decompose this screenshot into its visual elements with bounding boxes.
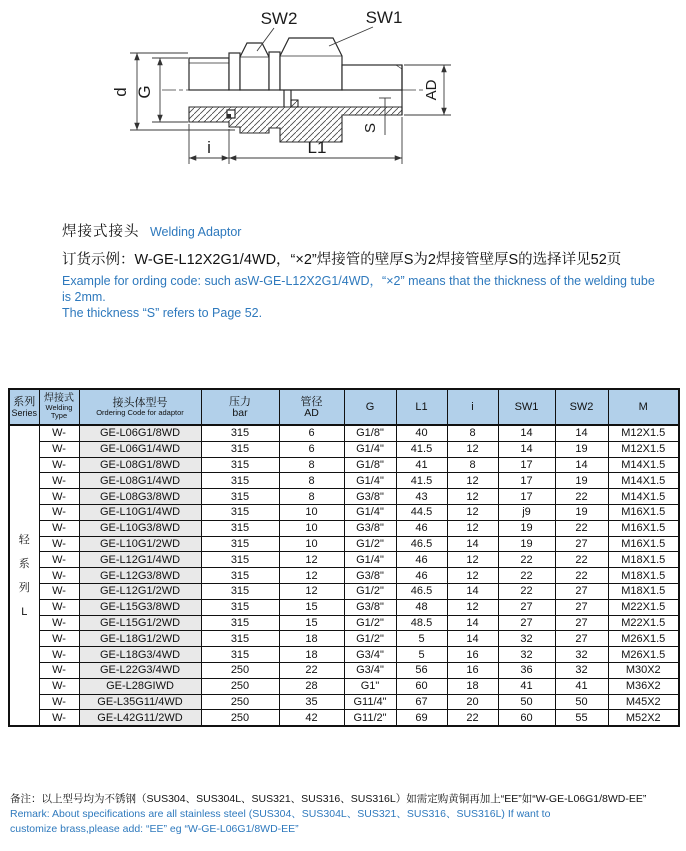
header-welding-en2: Type — [50, 411, 68, 420]
table-row — [9, 520, 679, 536]
table-cell: 27 — [555, 583, 608, 599]
table-cell: 27 — [555, 536, 608, 552]
dim-label-l1: L1 — [307, 138, 327, 157]
table-cell: G3/8" — [344, 520, 396, 536]
table-cell: GE-L10G1/2WD — [79, 536, 201, 552]
table-cell: 315 — [201, 441, 279, 457]
table-cell: 5 — [396, 631, 447, 647]
table-cell: 10 — [279, 504, 344, 520]
table-cell: GE-L35G11/4WD — [79, 694, 201, 710]
order-example-english — [62, 273, 662, 321]
table-cell: 46 — [396, 552, 447, 568]
table-cell: 14 — [447, 615, 498, 631]
table-cell: 46.5 — [396, 536, 447, 552]
header-g-label: G — [365, 401, 375, 413]
table-cell: W- — [39, 552, 79, 568]
table-cell: M16X1.5 — [608, 536, 679, 552]
table-cell: W- — [39, 583, 79, 599]
table-cell: W- — [39, 473, 79, 489]
spec-table-body — [9, 425, 679, 726]
remark-english-line2: customize brass,please add: “EE” eg “W-GE-L06G1/8WD-EE” — [10, 823, 299, 835]
title-chinese: 焊接式接头 — [62, 224, 140, 240]
table-row — [9, 599, 679, 615]
table-cell: 15 — [279, 615, 344, 631]
dim-label-ad: AD — [423, 79, 440, 101]
table-cell: 315 — [201, 425, 279, 441]
table-cell: 41 — [396, 457, 447, 473]
table-cell: 12 — [447, 473, 498, 489]
table-cell: 14 — [447, 583, 498, 599]
table-row — [9, 631, 679, 647]
table-cell: GE-L22G3/4WD — [79, 662, 201, 678]
table-cell: G3/8" — [344, 489, 396, 505]
table-cell: 6 — [279, 441, 344, 457]
title-english: Welding Adaptor — [149, 225, 242, 239]
table-cell: GE-L28GIWD — [79, 678, 201, 694]
table-cell: 50 — [555, 694, 608, 710]
header-series-en: Series — [11, 408, 37, 418]
table-cell: 22 — [498, 583, 555, 599]
table-cell: G1" — [344, 678, 396, 694]
remark-english-line1: Remark: About specifications are all stainless steel (SUS304、SUS304L、SUS321、SUS316、SUS316L) If want to — [10, 808, 551, 820]
table-cell: M45X2 — [608, 694, 679, 710]
col-header-code — [79, 389, 201, 425]
table-cell: M16X1.5 — [608, 504, 679, 520]
dim-label-sw1: SW1 — [365, 8, 403, 27]
table-cell: 20 — [447, 694, 498, 710]
table-cell: GE-L12G1/2WD — [79, 583, 201, 599]
table-cell: 42 — [279, 710, 344, 726]
table-cell: 27 — [555, 631, 608, 647]
table-cell: 315 — [201, 552, 279, 568]
table-cell: 315 — [201, 568, 279, 584]
dim-label-sw2: SW2 — [260, 9, 298, 28]
table-row — [9, 489, 679, 505]
table-cell: GE-L15G3/8WD — [79, 599, 201, 615]
table-cell: M18X1.5 — [608, 568, 679, 584]
dim-label-g: G — [135, 85, 154, 99]
header-welding-en1: Welding — [45, 403, 73, 412]
col-header-sw2 — [555, 389, 608, 425]
table-row — [9, 552, 679, 568]
table-cell: W- — [39, 536, 79, 552]
table-cell: W- — [39, 520, 79, 536]
table-cell: 12 — [279, 568, 344, 584]
table-cell: GE-L18G3/4WD — [79, 647, 201, 663]
table-cell: 14 — [555, 425, 608, 441]
table-cell: 40 — [396, 425, 447, 441]
table-row — [9, 678, 679, 694]
welding-tube-end — [342, 65, 402, 90]
table-cell: 46.5 — [396, 583, 447, 599]
table-cell: 22 — [555, 552, 608, 568]
table-cell: M12X1.5 — [608, 441, 679, 457]
table-cell: M18X1.5 — [608, 583, 679, 599]
table-cell: GE-L42G11/2WD — [79, 710, 201, 726]
table-cell: M22X1.5 — [608, 615, 679, 631]
table-cell: 60 — [396, 678, 447, 694]
table-cell: G1/8" — [344, 457, 396, 473]
table-cell: W- — [39, 615, 79, 631]
table-cell: M22X1.5 — [608, 599, 679, 615]
table-row — [9, 694, 679, 710]
table-cell: W- — [39, 489, 79, 505]
table-cell: W- — [39, 710, 79, 726]
table-cell: G3/4" — [344, 647, 396, 663]
table-cell: 41 — [555, 678, 608, 694]
table-cell: 315 — [201, 520, 279, 536]
remark-chinese: 备注：以上型号均为不锈钢（SUS304、SUS304L、SUS321、SUS316、SUS316L）如需定购黄铜再加上“EE”如“W-GE-L06G1/8WD-EE” — [10, 793, 647, 805]
table-row — [9, 425, 679, 441]
table-cell: M52X2 — [608, 710, 679, 726]
table-cell: 250 — [201, 710, 279, 726]
table-cell: 41.5 — [396, 473, 447, 489]
table-cell: W- — [39, 694, 79, 710]
table-cell: 315 — [201, 504, 279, 520]
order-example-english-line1: Example for ording code: such asW-GE-L12X2G1/4WD，“×2” means that the thickness of the welding tube is 2mm. — [62, 274, 655, 304]
header-sw2-label: SW2 — [569, 401, 594, 413]
col-header-g — [344, 389, 396, 425]
table-cell: 32 — [498, 631, 555, 647]
dim-label-s: S — [362, 122, 379, 134]
table-cell: 55 — [555, 710, 608, 726]
table-cell: GE-L10G1/4WD — [79, 504, 201, 520]
table-cell: W- — [39, 441, 79, 457]
header-series-zh: 系列 — [13, 396, 36, 408]
table-cell: 6 — [279, 425, 344, 441]
table-cell: M14X1.5 — [608, 489, 679, 505]
table-cell: 56 — [396, 662, 447, 678]
table-cell: G1/8" — [344, 425, 396, 441]
table-row — [9, 504, 679, 520]
table-cell: G1/2" — [344, 631, 396, 647]
table-cell: j9 — [498, 504, 555, 520]
header-code-en: Ordering Code for adaptor — [96, 408, 184, 417]
table-cell: W- — [39, 425, 79, 441]
leader-line-sw1 — [329, 27, 373, 46]
header-l1-label: L1 — [415, 401, 428, 413]
table-cell: 315 — [201, 615, 279, 631]
table-cell: M14X1.5 — [608, 457, 679, 473]
table-cell: 14 — [447, 631, 498, 647]
col-header-pressure — [201, 389, 279, 425]
dim-label-i: i — [207, 138, 211, 157]
table-cell: 18 — [279, 647, 344, 663]
table-cell: 48.5 — [396, 615, 447, 631]
header-sw1-label: SW1 — [514, 401, 539, 413]
technical-drawing — [92, 0, 512, 175]
table-cell: 15 — [279, 599, 344, 615]
table-cell: 14 — [447, 536, 498, 552]
table-cell: 36 — [498, 662, 555, 678]
table-cell: GE-L08G1/8WD — [79, 457, 201, 473]
table-cell: W- — [39, 678, 79, 694]
table-cell: 46 — [396, 520, 447, 536]
table-cell: W- — [39, 504, 79, 520]
table-cell: 8 — [447, 457, 498, 473]
table-cell: 16 — [447, 662, 498, 678]
col-header-series — [9, 389, 39, 425]
dim-label-d: d — [111, 87, 130, 97]
table-row — [9, 441, 679, 457]
table-cell: M30X2 — [608, 662, 679, 678]
table-cell: 22 — [498, 552, 555, 568]
table-cell: 27 — [555, 599, 608, 615]
table-cell: G1/4" — [344, 473, 396, 489]
table-row — [9, 536, 679, 552]
table-cell: 22 — [555, 489, 608, 505]
table-cell: 17 — [498, 489, 555, 505]
col-header-l1 — [396, 389, 447, 425]
table-cell: 22 — [498, 568, 555, 584]
table-cell: G11/4" — [344, 694, 396, 710]
table-row — [9, 615, 679, 631]
table-cell: GE-L06G1/8WD — [79, 425, 201, 441]
table-cell: 32 — [498, 647, 555, 663]
table-cell: 18 — [447, 678, 498, 694]
table-cell: G1/4" — [344, 504, 396, 520]
table-cell: 22 — [279, 662, 344, 678]
table-row — [9, 662, 679, 678]
section-title — [62, 220, 662, 241]
table-cell: G1/2" — [344, 583, 396, 599]
table-cell: W- — [39, 631, 79, 647]
table-cell: 17 — [498, 473, 555, 489]
table-cell: 12 — [447, 441, 498, 457]
table-cell: M36X2 — [608, 678, 679, 694]
table-cell: 12 — [447, 489, 498, 505]
table-row — [9, 457, 679, 473]
col-header-m — [608, 389, 679, 425]
leader-line-sw2 — [257, 28, 274, 51]
table-cell: 35 — [279, 694, 344, 710]
table-row — [9, 473, 679, 489]
table-cell: 250 — [201, 662, 279, 678]
col-header-sw1 — [498, 389, 555, 425]
table-cell: 14 — [498, 441, 555, 457]
order-example-english-line2: The thickness “S” refers to Page 52. — [62, 306, 263, 320]
header-i-label: i — [471, 401, 474, 413]
table-cell: G1/2" — [344, 615, 396, 631]
header-diameter-zh: 管径 — [300, 395, 323, 408]
table-cell: 8 — [279, 489, 344, 505]
table-row — [9, 568, 679, 584]
header-welding-zh: 焊接式 — [44, 393, 74, 404]
table-cell: 10 — [279, 536, 344, 552]
table-cell: 19 — [498, 520, 555, 536]
header-diameter-en: AD — [304, 406, 319, 419]
table-cell: G1/4" — [344, 552, 396, 568]
table-cell: M14X1.5 — [608, 473, 679, 489]
header-pressure-zh: 压力 — [229, 395, 251, 408]
table-cell: 315 — [201, 583, 279, 599]
table-cell: 315 — [201, 599, 279, 615]
table-cell: W- — [39, 599, 79, 615]
table-cell: 22 — [555, 520, 608, 536]
spec-table — [8, 388, 680, 727]
table-cell: 12 — [279, 583, 344, 599]
table-cell: 12 — [447, 504, 498, 520]
table-cell: GE-L08G1/4WD — [79, 473, 201, 489]
table-cell: 5 — [396, 647, 447, 663]
header-m-label: M — [638, 401, 648, 413]
weld-bead — [227, 114, 231, 118]
table-cell: 41 — [498, 678, 555, 694]
table-cell: GE-L12G3/8WD — [79, 568, 201, 584]
table-cell: 67 — [396, 694, 447, 710]
order-example-chinese: 订货示例：W-GE-L12X2G1/4WD，“×2”焊接管的壁厚S为2焊接管壁厚S的选择详见52页 — [62, 252, 622, 268]
header-row — [9, 389, 679, 425]
col-header-i — [447, 389, 498, 425]
table-cell: W- — [39, 568, 79, 584]
table-cell: 17 — [498, 457, 555, 473]
col-header-welding-type — [39, 389, 79, 425]
col-header-ad — [279, 389, 344, 425]
series-cell: 轻 系 列 L — [9, 425, 39, 726]
washer — [269, 52, 280, 90]
table-cell: 50 — [498, 694, 555, 710]
table-row — [9, 647, 679, 663]
table-cell: 46 — [396, 568, 447, 584]
table-cell: 250 — [201, 678, 279, 694]
table-cell: W- — [39, 647, 79, 663]
table-cell: 32 — [555, 662, 608, 678]
collar — [229, 53, 240, 90]
table-cell: 16 — [447, 647, 498, 663]
table-cell: GE-L15G1/2WD — [79, 615, 201, 631]
table-cell: 12 — [447, 552, 498, 568]
table-cell: 28 — [279, 678, 344, 694]
table-cell: M26X1.5 — [608, 647, 679, 663]
table-cell: 8 — [279, 473, 344, 489]
table-cell: G3/4" — [344, 662, 396, 678]
table-cell: GE-L10G3/8WD — [79, 520, 201, 536]
table-cell: GE-L12G1/4WD — [79, 552, 201, 568]
table-cell: GE-L08G3/8WD — [79, 489, 201, 505]
table-cell: 315 — [201, 631, 279, 647]
table-cell: W- — [39, 662, 79, 678]
table-cell: 250 — [201, 694, 279, 710]
table-cell: 27 — [555, 615, 608, 631]
table-cell: M16X1.5 — [608, 520, 679, 536]
hex-nut-sw2 — [240, 43, 269, 90]
table-cell: 315 — [201, 489, 279, 505]
table-cell: W- — [39, 457, 79, 473]
header-code-zh: 接头体型号 — [112, 397, 168, 409]
table-cell: GE-L06G1/4WD — [79, 441, 201, 457]
table-cell: GE-L18G1/2WD — [79, 631, 201, 647]
header-pressure-en: bar — [232, 406, 248, 419]
table-cell: 315 — [201, 457, 279, 473]
weld-detail — [291, 100, 298, 107]
table-cell: 48 — [396, 599, 447, 615]
table-cell: 18 — [279, 631, 344, 647]
table-cell: 27 — [498, 599, 555, 615]
table-cell: 19 — [555, 473, 608, 489]
table-cell: 14 — [498, 425, 555, 441]
table-cell: 315 — [201, 647, 279, 663]
table-cell: G3/8" — [344, 568, 396, 584]
table-cell: 12 — [447, 568, 498, 584]
table-row — [9, 710, 679, 726]
table-cell: 8 — [447, 425, 498, 441]
table-cell: 12 — [447, 599, 498, 615]
table-cell: 315 — [201, 473, 279, 489]
table-cell: 44.5 — [396, 504, 447, 520]
table-cell: 69 — [396, 710, 447, 726]
table-cell: 32 — [555, 647, 608, 663]
table-cell: 43 — [396, 489, 447, 505]
table-cell: G1/4" — [344, 441, 396, 457]
table-cell: 22 — [447, 710, 498, 726]
table-cell: G3/8" — [344, 599, 396, 615]
table-cell: G11/2" — [344, 710, 396, 726]
table-cell: 41.5 — [396, 441, 447, 457]
table-cell: 19 — [555, 504, 608, 520]
table-header — [9, 389, 679, 425]
table-cell: 10 — [279, 520, 344, 536]
table-cell: 14 — [555, 457, 608, 473]
table-cell: 19 — [555, 441, 608, 457]
remark-section — [10, 791, 680, 837]
table-cell: M18X1.5 — [608, 552, 679, 568]
table-cell: 19 — [498, 536, 555, 552]
table-cell: 315 — [201, 536, 279, 552]
table-cell: 22 — [555, 568, 608, 584]
table-cell: 27 — [498, 615, 555, 631]
hex-body-sw1 — [280, 38, 342, 90]
table-cell: G1/2" — [344, 536, 396, 552]
table-cell: 12 — [447, 520, 498, 536]
table-row — [9, 583, 679, 599]
table-cell: M12X1.5 — [608, 425, 679, 441]
intro-section — [62, 220, 662, 321]
table-cell: 12 — [279, 552, 344, 568]
table-cell: M26X1.5 — [608, 631, 679, 647]
table-cell: 60 — [498, 710, 555, 726]
table-cell: 8 — [279, 457, 344, 473]
